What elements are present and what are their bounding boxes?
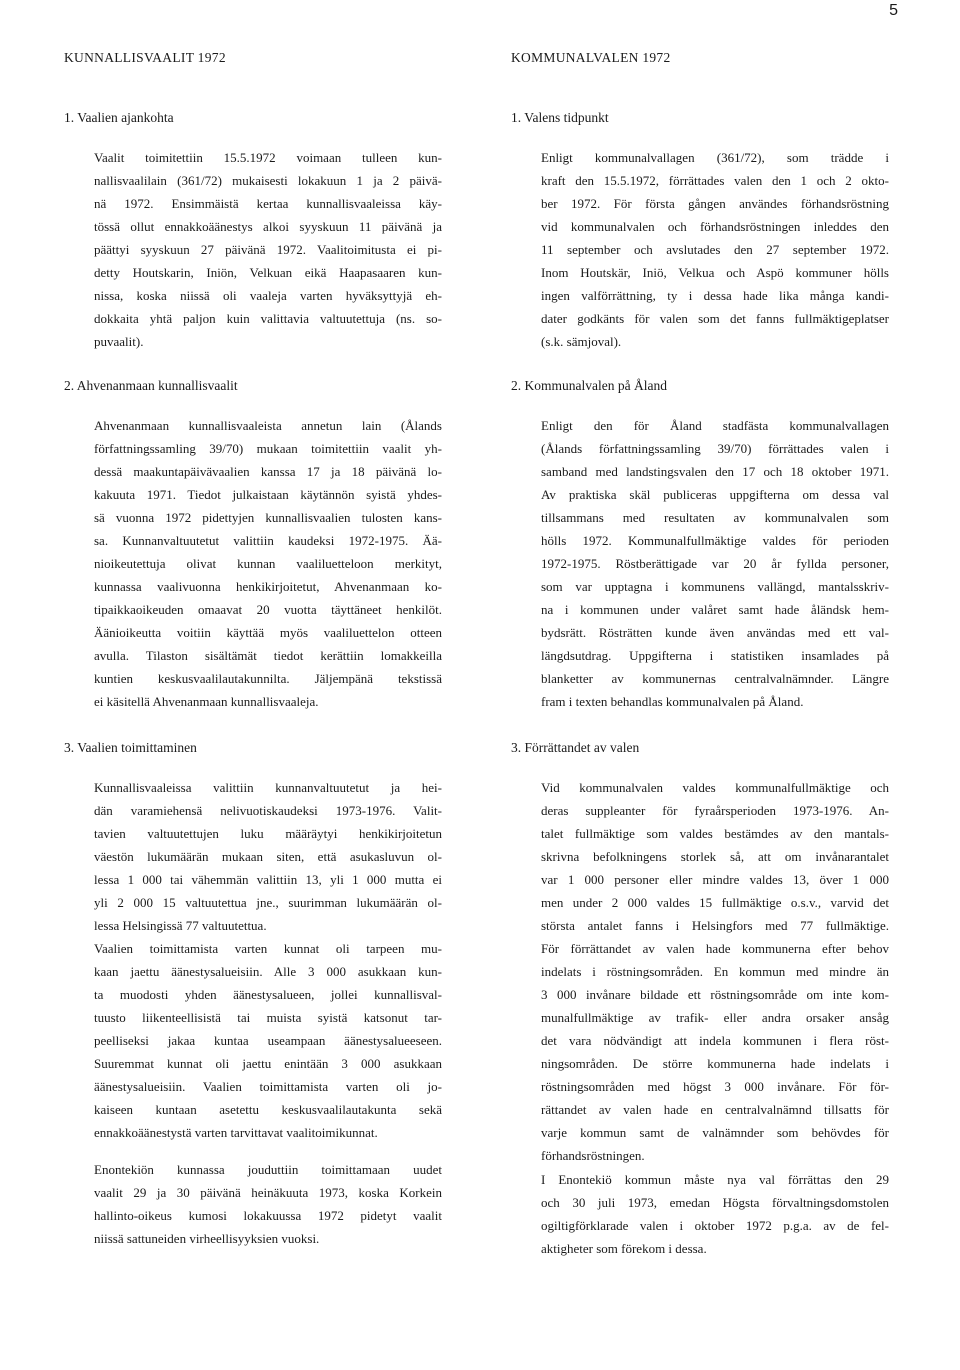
text-line: längdsutdrag. Uppgifterna i statistiken insamlades på (541, 648, 889, 663)
text-line: päättyi syyskuun 27 päivänä 1972. Vaalitoimitusta ei pi- (94, 242, 442, 257)
text-line: Enontekiön kunnassa jouduttiin toimittamaan uudet (94, 1162, 442, 1177)
text-line: som var upptagna i kommunens vallängd, mantalsskriv- (541, 579, 889, 594)
text-line: avulla. Tilaston sisältämät tiedot kerättiin lomakkeilla (94, 648, 442, 663)
text-line: dokkaita yhtä paljon kuin valittavia valtuutettuja (ns. so- (94, 311, 442, 326)
text-line: aktigheter som förekom i dessa. (541, 1241, 707, 1256)
text-line: sa. Kunnanvaltuutetut valittiin kaudeksi 1972-1975. Ää- (94, 533, 442, 548)
text-line: (s.k. sämjoval). (541, 334, 622, 349)
text-line: tipaikkaoikeuden omaavat 20 vuotta täyttäneet henkilöt. (94, 602, 442, 617)
text-line: Vaalien toimittamista varten kunnat oli tarpeen mu- (94, 941, 442, 956)
text-line: hallinto-oikeus kumosi lokakuussa 1972 pidetyt vaalit (94, 1208, 442, 1223)
text-line: yli 2 000 15 valtuutettua jne., suurimman lukumäärän ol- (94, 895, 442, 910)
swedish-section-3-paragraph-2 (511, 1168, 889, 1260)
text-line: rättandet av valen hade en centralvalnämnd tillsatts för (541, 1102, 889, 1117)
text-line: ogiltigförklarade valen i oktober 1972 p.g.a. av de fel- (541, 1218, 889, 1233)
text-line: det vara nödvändigt att indela kommunen i flera röst- (541, 1033, 889, 1048)
finnish-section-3-heading: 3. Vaalien toimittaminen (64, 740, 197, 755)
text-line: talet fullmäktige som valdes bestämdes av den mantals- (541, 826, 889, 841)
text-line: största antalet fanns i Helsingfors med 77 fullmäktige. (541, 918, 889, 933)
text-line: detty Houtskarin, Iniön, Velkuan eikä Haapasaaren kun- (94, 265, 442, 280)
text-line: sä vuonna 1972 pidettyjen kunnallisvaalien tulosten kans- (94, 510, 442, 525)
swedish-section-1-heading: 1. Valens tidpunkt (511, 110, 609, 125)
swedish-title: KOMMUNALVALEN 1972 (511, 50, 671, 65)
text-line: Enligt den för Åland stadfästa kommunalvallagen (541, 418, 889, 433)
text-line: 11 september och avslutades den 27 september 1972. (541, 242, 889, 257)
text-line: ta muodosti yhden äänestysalueen, jollei kunnallisval- (94, 987, 442, 1002)
text-line: tössä ollut ennakkoäänestys alkoi syyskuun 11 päivänä ja (94, 219, 442, 234)
text-line: munalfullmäktige av trafik- eller andra orsaker ansåg (541, 1010, 889, 1025)
finnish-section-2-paragraph (64, 414, 442, 713)
text-line: För förrättandet av valen hade kommunerna efter behov (541, 941, 889, 956)
finnish-section-1-heading: 1. Vaalien ajankohta (64, 110, 174, 125)
text-line: deras suppleanter för fyraårsperioden 1973-1976. An- (541, 803, 889, 818)
text-line: varje kommun samt de valnämnder som behövdes för (541, 1125, 889, 1140)
text-line: peelliseksi jakaa kuntaa useampaan äänestysalueeseen. (94, 1033, 442, 1048)
text-line: äänestysalueisiin. Vaalien toimittamista varten oli jo- (94, 1079, 442, 1094)
swedish-section-2-heading: 2. Kommunalvalen på Åland (511, 378, 667, 393)
text-line: fram i texten behandlas kommunalvalen på Åland. (541, 694, 804, 709)
text-line: Enligt kommunalvallagen (361/72), som trädde i (541, 150, 889, 165)
text-line: ei käsitellä Ahvenanmaan kunnallisvaaleja. (94, 694, 319, 709)
text-line: Ahvenanmaan kunnallisvaaleista annetun lain (Ålands (94, 418, 442, 433)
text-line: väestön lukumäärän mukaan siten, että asukasluvun ol- (94, 849, 442, 864)
text-line: Äänioikeutta voitiin käyttää myös vaaliluettelon otteen (94, 625, 442, 640)
text-line: bydsrätt. Rösträtten kunde även användas med ett val- (541, 625, 889, 640)
text-line: kuntien keskusvaalilautakunnilta. Jäljempänä tekstissä (94, 671, 442, 686)
text-line: lessa 1 000 tai vähemmän valittiin 13, yli 1 000 mutta ei (94, 872, 442, 887)
text-line: kunnassa vaalivuonna henkikirjoitetut, Ahvenanmaan ko- (94, 579, 442, 594)
text-line: tillsammans med resultaten av kommunalvalen som (541, 510, 889, 525)
text-line: tuusto liikenteellisistä tai muista syistä katsonut tar- (94, 1010, 442, 1025)
page-number: 5 (889, 2, 898, 19)
text-line: nioikeutettuja olivat kunnan vaaliluetteloon merkityt, (94, 556, 442, 571)
text-line: men under 2 000 valdes 15 fullmäktige o.s.v., varvid det (541, 895, 889, 910)
text-line: blanketter av kommunernas centralvalnämnder. Längre (541, 671, 889, 686)
text-line: kraft den 15.5.1972, förrättades valen den 1 och 2 okto- (541, 173, 889, 188)
text-line: nissa, koska niissä oli vaaleja varten hyväksyttyjä eh- (94, 288, 442, 303)
text-line: ningsområden. De större kommunerna hade indelats i (541, 1056, 889, 1071)
text-line: kaan jaettu äänestysalueisiin. Alle 3 000 asukkaan kun- (94, 964, 442, 979)
text-line: niissä sattuneiden virheellisyyksien vuoksi. (94, 1231, 320, 1246)
text-line: (Ålands författningssamling 39/70) förrättades valen i (541, 441, 889, 456)
text-line: samband med landstingsvalen den 17 och 18 oktober 1971. (541, 464, 889, 479)
text-line: dän varamiehensä nelivuotiskaudeksi 1973-1976. Valit- (94, 803, 442, 818)
swedish-section-3-heading: 3. Förrättandet av valen (511, 740, 640, 755)
text-line: tavien valtuutettujen luku määräytyi henkikirjoitetun (94, 826, 442, 841)
text-line: nallisvaalilain (361/72) mukaisesti lokakuun 1 ja 2 päivä- (94, 173, 442, 188)
text-line: ennakkoäänestystä varten tarvittavat vaalitoimikunnat. (94, 1125, 378, 1140)
swedish-section-2-paragraph (511, 414, 889, 713)
text-line: 1972-1975. Röstberättigade var 20 år fyllda personer, (541, 556, 889, 571)
text-line: kakuuta 1971. Tiedot julkaistaan käytännön syistä yhdes- (94, 487, 442, 502)
finnish-section-1-paragraph (64, 146, 442, 353)
text-line: hölls 1972. Kommunalfullmäktige valdes för perioden (541, 533, 889, 548)
text-line: vid kommunalvalen och förhandsröstningen inleddes den (541, 219, 889, 234)
text-line: indelats i röstningsområden. En kommun med mindre än (541, 964, 889, 979)
text-line: na i kommunen under valåret samt hade åländsk hem- (541, 602, 889, 617)
text-line: och 30 juli 1973, emedan Högsta förvaltningsdomstolen (541, 1195, 889, 1210)
swedish-section-1-paragraph (511, 146, 889, 353)
finnish-section-2-heading: 2. Ahvenanmaan kunnallisvaalit (64, 378, 238, 393)
text-line: röstningsområden med högst 3 000 invånare. För för- (541, 1079, 889, 1094)
text-line: Av praktiska skäl publiceras uppgifterna om dessa val (541, 487, 889, 502)
finnish-title: KUNNALLISVAALIT 1972 (64, 50, 226, 65)
text-line: dater godkänts för valen som det fanns fullmäktigeplatser (541, 311, 889, 326)
text-line: lessa Helsingissä 77 valtuutettua. (94, 918, 267, 933)
text-line: Suuremmat kunnat oli jaettu enintään 3 000 asukkaan (94, 1056, 442, 1071)
text-line: författningssamling 39/70) mukaan toimitettiin vaalit yh- (94, 441, 442, 456)
text-line: puvaalit). (94, 334, 144, 349)
text-line: kaiseen kuntaan asetettu keskusvaalilautakunta sekä (94, 1102, 442, 1117)
text-line: var 1 000 personer eller mindre valdes 13, över 1 000 (541, 872, 889, 887)
text-line: nä 1972. Ensimmäistä kertaa kunnallisvaaleissa käy- (94, 196, 442, 211)
finnish-section-3-paragraph-2 (64, 937, 442, 1144)
text-line: förhandsröstningen. (541, 1148, 645, 1163)
text-line: Vid kommunalvalen valdes kommunalfullmäktige och (541, 780, 889, 795)
text-line: 3 000 invånare bildade ett röstningsområde om inte kom- (541, 987, 889, 1002)
text-line: Inom Houtskär, Iniö, Velkua och Aspö kommuner hölls (541, 265, 889, 280)
text-line: ingen valförrättning, ty i dessa hade lika många kandi- (541, 288, 889, 303)
text-line: skrivna befolkningens storlek så, att om invånarantalet (541, 849, 889, 864)
text-line: Vaalit toimitettiin 15.5.1972 voimaan tulleen kun- (94, 150, 442, 165)
finnish-section-3-paragraph-1 (64, 776, 442, 937)
finnish-section-3-paragraph-3 (64, 1158, 442, 1250)
text-line: I Enontekiö kommun måste nya val förrättas den 29 (541, 1172, 889, 1187)
text-line: Kunnallisvaaleissa valittiin kunnanvaltuutetut ja hei- (94, 780, 442, 795)
text-line: dessä maakuntapäivävaalien kanssa 17 ja 18 päivänä lo- (94, 464, 442, 479)
text-line: ber 1972. För första gången användes förhandsröstning (541, 196, 889, 211)
swedish-section-3-paragraph-1 (511, 776, 889, 1167)
text-line: vaalit 29 ja 30 päivänä heinäkuuta 1973, koska Korkein (94, 1185, 442, 1200)
